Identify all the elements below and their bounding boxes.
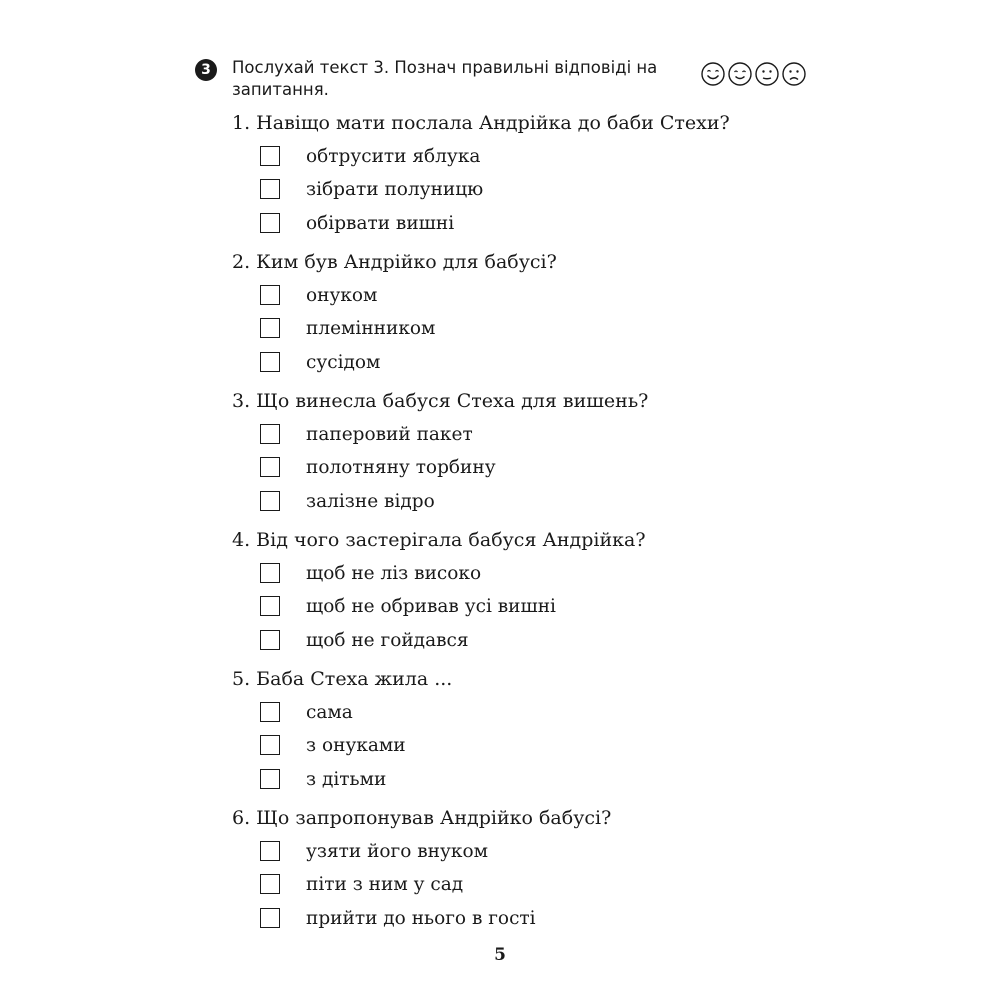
answer-checkbox[interactable]: [260, 874, 280, 894]
question-list: [232, 110, 832, 944]
question-text: 1. Навіщо мати послала Андрійка до баби Стехи?: [232, 112, 730, 134]
answer-checkbox[interactable]: [260, 908, 280, 928]
page-number: 5: [494, 945, 506, 965]
mood-scale: [700, 61, 807, 87]
answer-checkbox[interactable]: [260, 630, 280, 650]
answer-checkbox[interactable]: [260, 702, 280, 722]
neutral-face-icon[interactable]: [754, 61, 780, 87]
answer-label: прийти до нього в гості: [306, 907, 536, 929]
answer-option[interactable]: [260, 210, 454, 236]
answer-label: полотняну торбину: [306, 456, 496, 478]
question-3: [232, 388, 832, 527]
answer-label: онуком: [306, 284, 378, 306]
question-2: [232, 249, 832, 388]
answer-option[interactable]: [260, 315, 435, 341]
answer-checkbox[interactable]: [260, 318, 280, 338]
task-number-badge: 3: [195, 59, 217, 81]
answer-label: з дітьми: [306, 768, 387, 790]
answer-option[interactable]: [260, 838, 488, 864]
answer-option[interactable]: [260, 143, 480, 169]
answer-label: щоб не гойдався: [306, 629, 469, 651]
answer-label: з онуками: [306, 734, 406, 756]
very-happy-face-icon[interactable]: [700, 61, 726, 87]
question-6: [232, 805, 832, 944]
answer-checkbox[interactable]: [260, 457, 280, 477]
answer-option[interactable]: [260, 699, 353, 725]
answer-option[interactable]: [260, 732, 406, 758]
answer-checkbox[interactable]: [260, 769, 280, 789]
task-header: [195, 57, 815, 107]
answer-label: узяти його внуком: [306, 840, 488, 862]
answer-label: племінником: [306, 317, 436, 339]
question-text: 4. Від чого застерігала бабуся Андрійка?: [232, 529, 646, 551]
answer-checkbox[interactable]: [260, 563, 280, 583]
answer-label: піти з ним у сад: [306, 873, 464, 895]
answer-label: обірвати вишні: [306, 212, 455, 234]
answer-label: сусідом: [306, 351, 381, 373]
answer-checkbox[interactable]: [260, 841, 280, 861]
answer-checkbox[interactable]: [260, 735, 280, 755]
answer-option[interactable]: [260, 593, 556, 619]
question-1: [232, 110, 832, 249]
answer-checkbox[interactable]: [260, 285, 280, 305]
answer-label: щоб не обривав усі вишні: [306, 595, 556, 617]
question-text: 3. Що винесла бабуся Стеха для вишень?: [232, 390, 649, 412]
answer-option[interactable]: [260, 871, 463, 897]
answer-option[interactable]: [260, 282, 377, 308]
answer-option[interactable]: [260, 560, 481, 586]
answer-option[interactable]: [260, 421, 473, 447]
answer-checkbox[interactable]: [260, 213, 280, 233]
answer-label: сама: [306, 701, 353, 723]
answer-label: зібрати полуницю: [306, 178, 484, 200]
happy-face-icon[interactable]: [727, 61, 753, 87]
task-instruction: Послухай текст 3. Познач правильні відповіді на запитання.: [232, 58, 658, 99]
answer-label: обтрусити яблука: [306, 145, 481, 167]
answer-option[interactable]: [260, 766, 386, 792]
answer-option[interactable]: [260, 349, 380, 375]
question-text: 2. Ким був Андрійко для бабусі?: [232, 251, 557, 273]
answer-option[interactable]: [260, 627, 469, 653]
answer-option[interactable]: [260, 454, 496, 480]
question-text: 5. Баба Стеха жила ...: [232, 668, 453, 690]
question-5: [232, 666, 832, 805]
answer-checkbox[interactable]: [260, 491, 280, 511]
answer-option[interactable]: [260, 905, 536, 931]
answer-checkbox[interactable]: [260, 352, 280, 372]
answer-label: залізне відро: [306, 490, 435, 512]
answer-checkbox[interactable]: [260, 146, 280, 166]
answer-option[interactable]: [260, 176, 483, 202]
answer-label: щоб не ліз високо: [306, 562, 482, 584]
answer-checkbox[interactable]: [260, 424, 280, 444]
answer-checkbox[interactable]: [260, 596, 280, 616]
answer-checkbox[interactable]: [260, 179, 280, 199]
question-text: 6. Що запропонував Андрійко бабусі?: [232, 807, 612, 829]
sad-face-icon[interactable]: [781, 61, 807, 87]
question-4: [232, 527, 832, 666]
answer-option[interactable]: [260, 488, 435, 514]
answer-label: паперовий пакет: [306, 423, 473, 445]
